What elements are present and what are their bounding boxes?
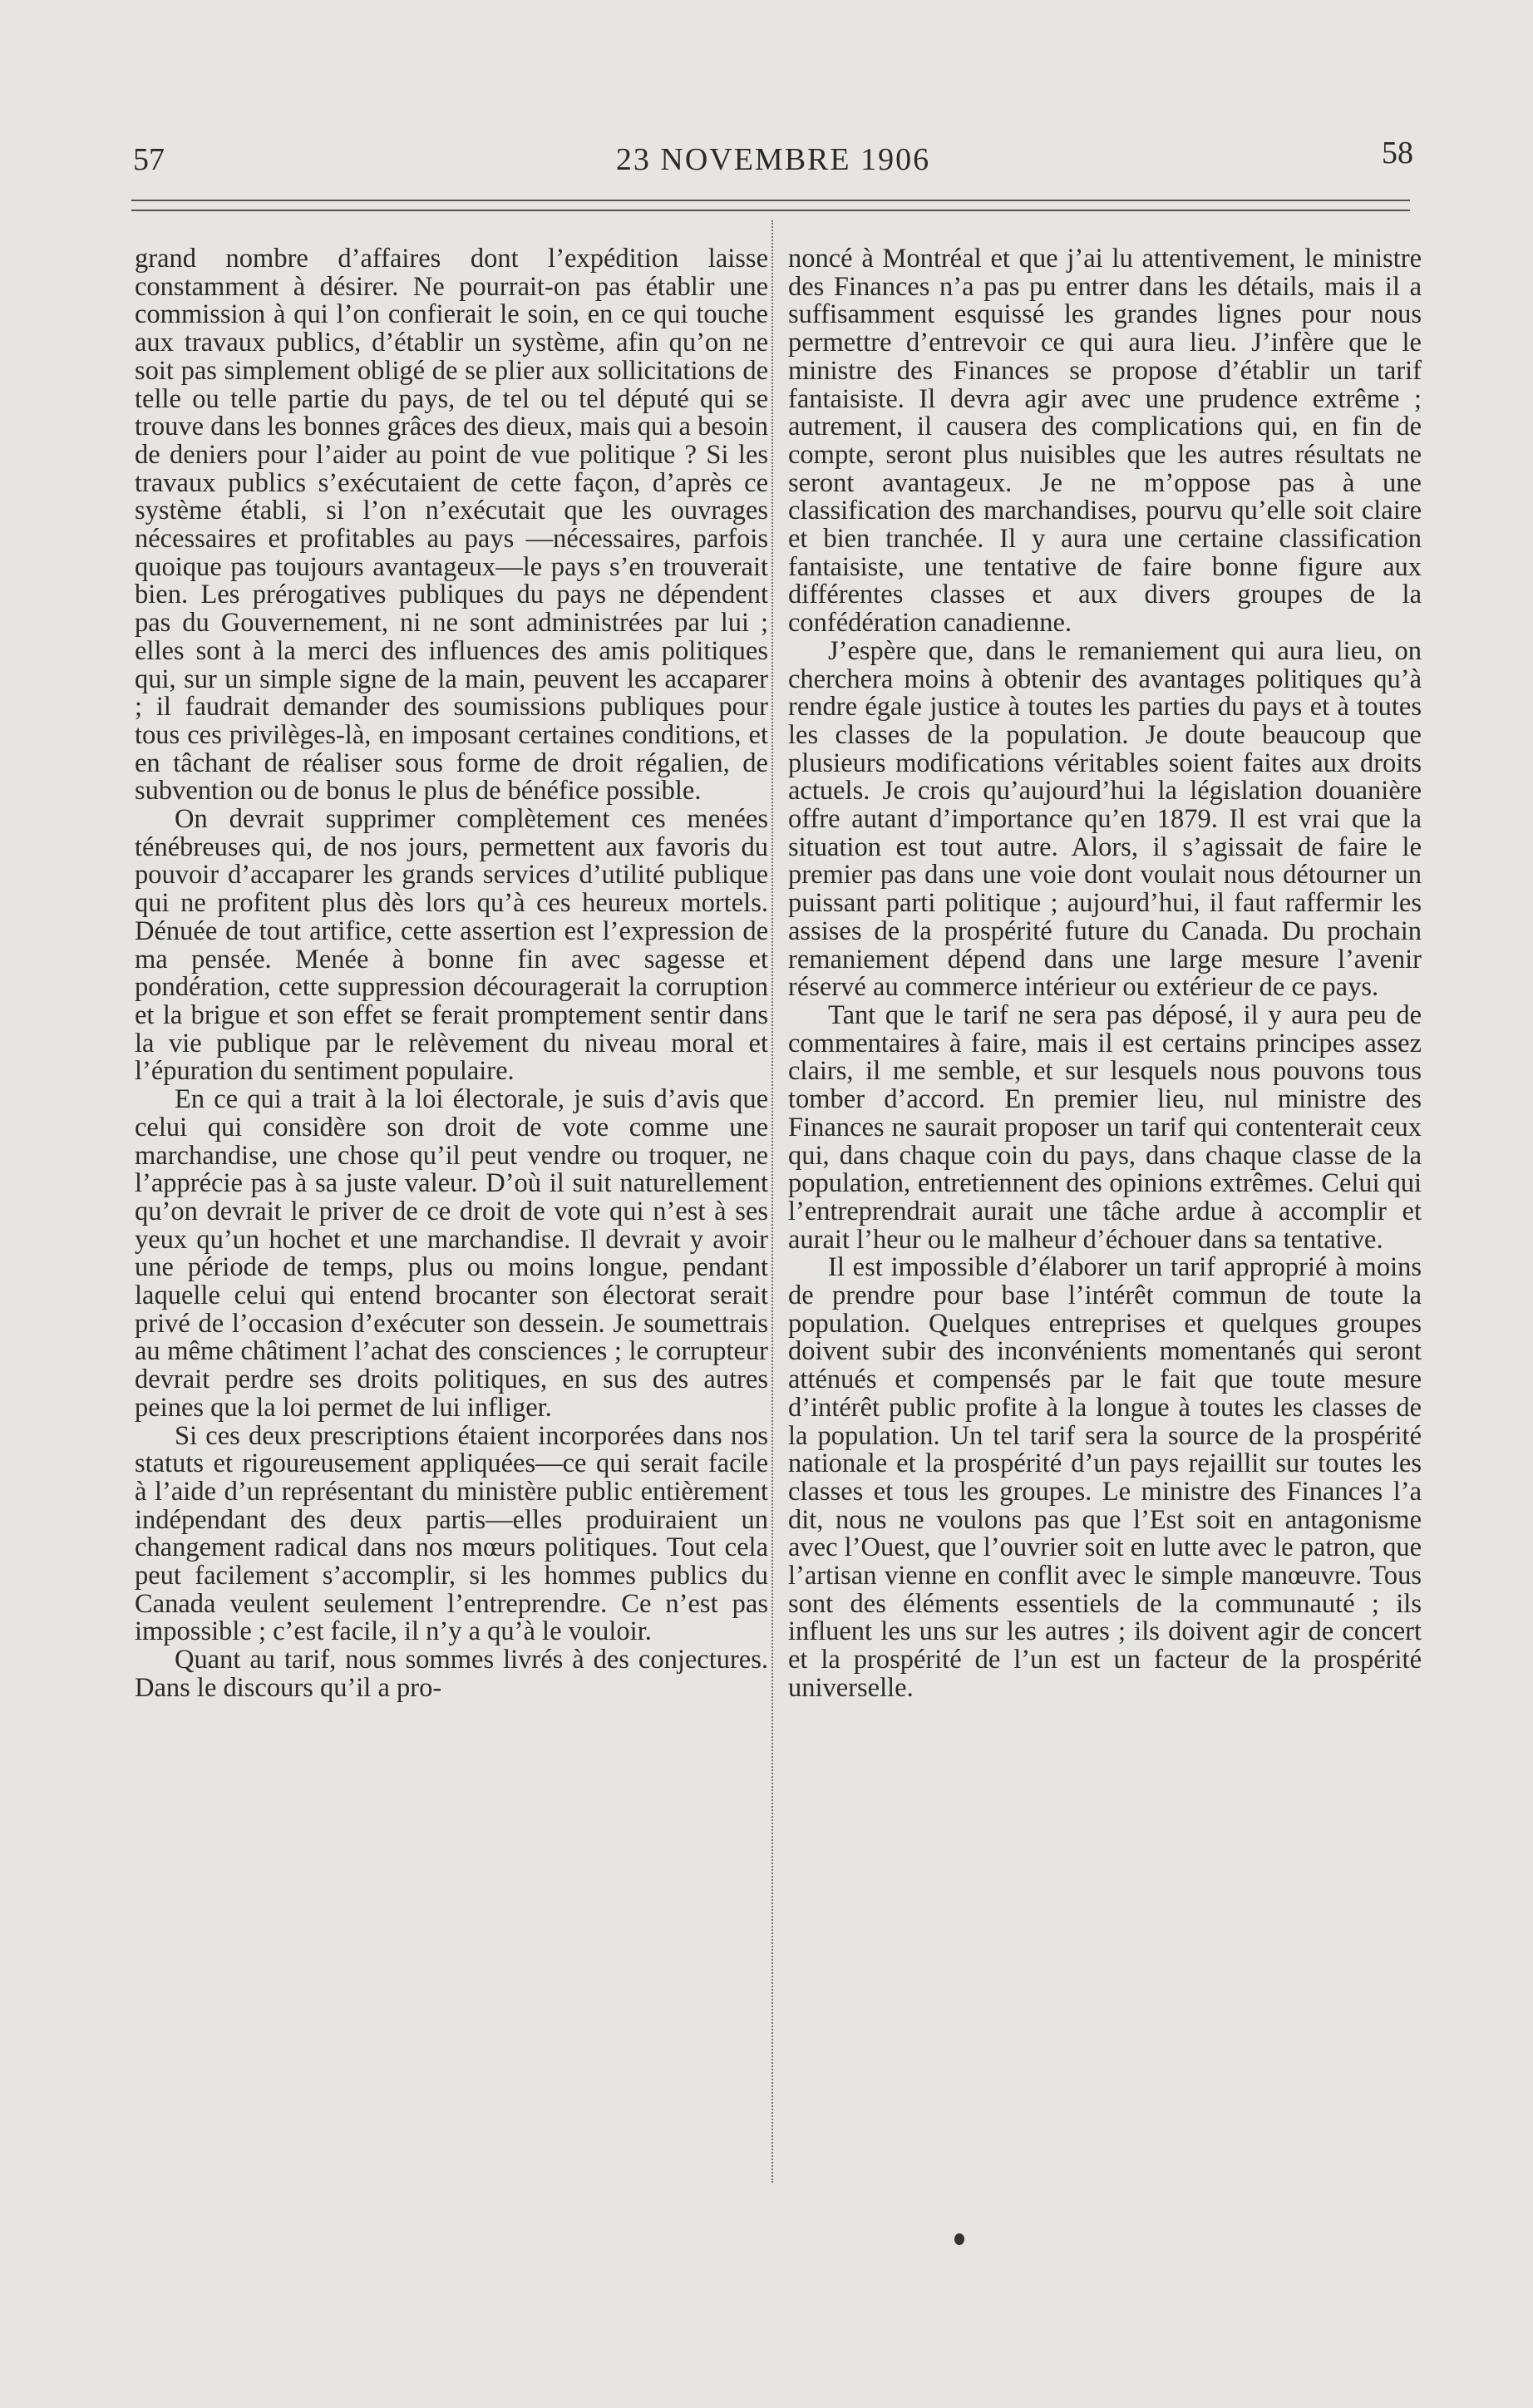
paragraph: En ce qui a trait à la loi électorale, je suis d’avis que celui qui considère son droit de vote comme une marchandise, une chose qu’il peut vendre ou troquer, ne l’apprécie pas à sa juste valeur. D’où il suit naturellement qu’on devrait le priver de ce droit de vote qui n’est à ses yeux qu’un hochet et une marchandise. Il devrait y avoir une période de temps, plus ou moins longue, pendant laquelle celui qui entend brocanter son électorat serait privé de l’occasion d’exécuter son dessein. Je soumettrais au même châtiment l’achat des consciences ; le corrupteur devrait perdre ses droits politiques, en sus des autres peines que la loi permet de lui infliger. xyxy=(135,1084,768,1423)
header-rule-top xyxy=(131,200,1410,201)
paragraph: Quant au tarif, nous sommes livrés à des conjectures. Dans le discours qu’il a pro- xyxy=(135,1645,768,1703)
paragraph: noncé à Montréal et que j’ai lu attentivement, le ministre des Finances n’a pas pu entrer dans les détails, mais il a suffisamment esquissé les grandes lignes pour nous permettre d’entrevoir ce qui aura lieu. J’infère que le ministre des Finances se propose d’établir un tarif fantaisiste. Il devra agir avec une prudence extrême ; autrement, il causera des complications qui, en fin de compte, seront plus nuisibles que les autres résultats ne seront avantageux. Je ne m’oppose pas à une classification des marchandises, pourvu qu’elle soit claire et bien tranchée. Il y aura une certaine classification fantaisiste, une tentative de faire bonne figure aux différentes classes et aux divers groupes de la confédération canadienne. xyxy=(788,244,1422,639)
ink-speck xyxy=(954,2233,964,2245)
paragraph: Tant que le tarif ne sera pas déposé, il y aura peu de commentaires à faire, mais il est certains principes assez clairs, il me semble, et sur lesquels nous pouvons tous tomber d’accord. En premier lieu, nul ministre des Finances ne saurait proposer un tarif qui contenterait ceux qui, dans chaque coin du pays, dans chaque classe de la population, entretiennent des opinions extrêmes. Celui qui l’entreprendrait aurait une tâche ardue à accomplir et aurait l’heur ou le malheur d’échouer dans sa tentative. xyxy=(788,999,1422,1255)
paragraph: Il est impossible d’élaborer un tarif approprié à moins de prendre pour base l’intérêt commun de toute la population. Quelques entreprises et quelques groupes doivent subir des inconvénients momentanés qui seront atténués et compensés par le fait que toute mesure d’intérêt public profite à la longue à toutes les classes de la population. Un tel tarif sera la source de la prospérité nationale et la prospérité d’un pays rejaillit sur toutes les classes et tous les groupes. Le ministre des Finances l’a dit, nous ne voulons pas que l’Est soit en antagonisme avec l’Ouest, que l’ouvrier soit en lutte avec le patron, que l’artisan vienne en conflit avec le simple manœuvre. Tous sont des éléments essentiels de la communauté ; ils influent les uns sur les autres ; ils doivent agir de concert et la prospérité de l’un est un facteur de la prospérité universelle. xyxy=(788,1252,1422,1703)
right-column xyxy=(788,245,1422,1703)
paragraph: J’espère que, dans le remaniement qui aura lieu, on cherchera moins à obtenir des avantages politiques qu’à rendre égale justice à toutes les parties du pays et à toutes les classes de la population. Je doute beaucoup que plusieurs modifications véritables soient faites aux droits actuels. Je crois qu’aujourd’hui la législation douanière offre autant d’importance qu’en 1879. Il est vrai que la situation est tout autre. Alors, il s’agissait de faire le premier pas dans une voie dont voulait nous détourner un puissant parti politique ; aujourd’hui, il faut raffermir les assises de la prospérité future du Canada. Du prochain remaniement dépend dans une large mesure l’avenir réservé au commerce intérieur ou extérieur de ce pays. xyxy=(788,635,1422,1003)
page-number-right: 58 xyxy=(1382,136,1413,170)
paragraph: On devrait supprimer complètement ces menées ténébreuses qui, de nos jours, permettent aux favoris du pouvoir d’accaparer les grands services d’utilité publique qui ne profitent plus dès lors qu’à ces heureux mortels. Dénuée de tout artifice, cette assertion est l’expression de ma pensée. Menée à bonne fin avec sagesse et pondération, cette suppression découragerait la corruption et la brigue et son effet se ferait promptement sentir dans la vie publique par le relèvement du niveau moral et l’épuration du sentiment populaire. xyxy=(135,804,768,1087)
header-date: 23 NOVEMBRE 1906 xyxy=(615,142,931,177)
header-rule-bottom xyxy=(131,210,1410,211)
paragraph: Si ces deux prescriptions étaient incorporées dans nos statuts et rigoureusement appliquées—ce qui serait facile à l’aide d’un représentant du ministère public entièrement indépendant des deux partis—elles produiraient un changement radical dans nos mœurs politiques. Tout cela peut facilement s’accomplir, si les hommes publics du Canada veulent seulement l’entreprendre. Ce n’est pas impossible ; c’est facile, il n’y a qu’à le vouloir. xyxy=(135,1420,768,1647)
paragraph: grand nombre d’affaires dont l’expédition laisse constamment à désirer. Ne pourrait-on pas établir une commission à qui l’on confierait le soin, en ce qui touche aux travaux publics, d’établir un système, afin qu’on ne soit pas simplement obligé de se plier aux sollicitations de telle ou telle partie du pays, de tel ou tel député qui se trouve dans les bonnes grâces des dieux, mais qui a besoin de deniers pour l’aider au point de vue politique ? Si les travaux publics s’exécutaient de cette façon, d’après ce système établi, si l’on n’exécutait que les ouvrages nécessaires et profitables au pays —nécessaires, parfois quoique pas toujours avantageux—le pays s’en trouverait bien. Les prérogatives publiques du pays ne dépendent pas du Gouvernement, ni ne sont administrées par lui ; elles sont à la merci des influences des amis politiques qui, sur un simple signe de la main, peuvent les accaparer ; il faudrait demander des soumissions publiques pour tous ces privilèges-là, en imposant certaines conditions, et en tâchant de réaliser sous forme de droit régalien, de subvention ou de bonus le plus de bénéfice possible. xyxy=(135,244,768,807)
page-number-left: 57 xyxy=(133,142,165,177)
left-column xyxy=(135,245,768,1703)
page-header xyxy=(133,133,1413,183)
column-divider xyxy=(771,220,773,2183)
